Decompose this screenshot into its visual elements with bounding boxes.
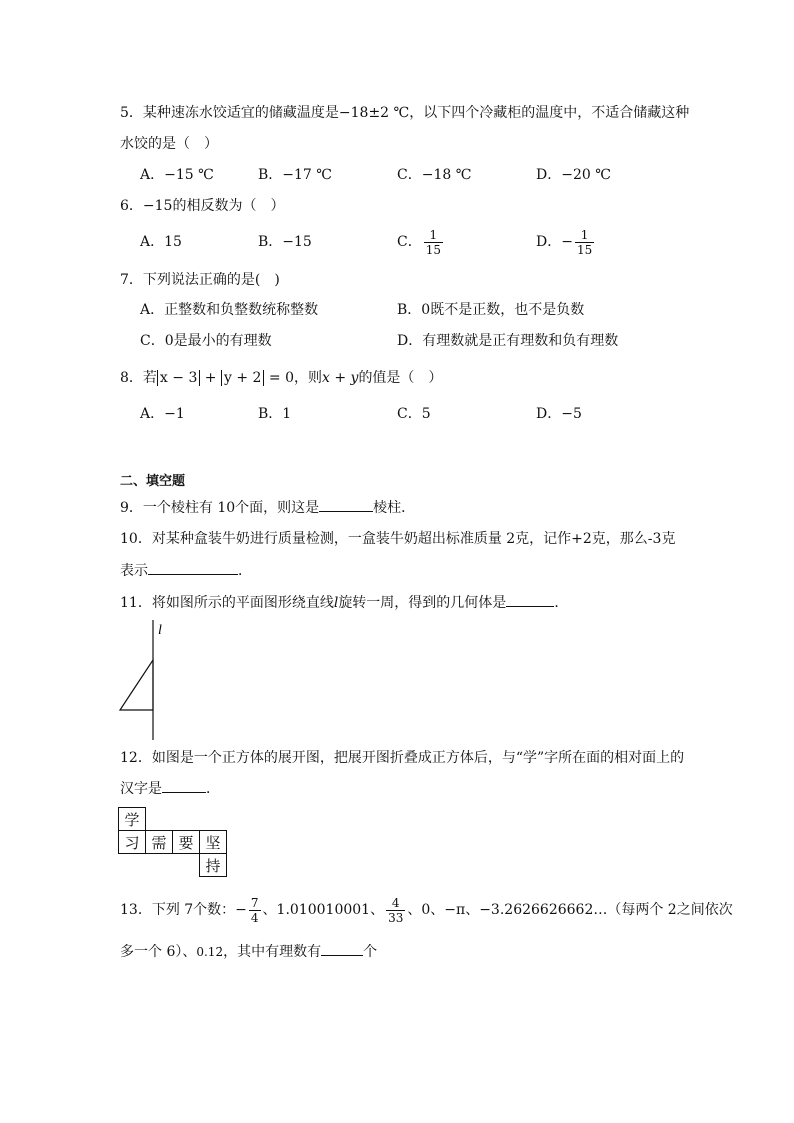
q8-prefix: 8．若 <box>120 370 157 386</box>
fraction-numerator: 1 <box>424 228 443 243</box>
q5-stem-line1: 5．某种速冻水饺适宜的储藏温度是−18±2 ℃，以下四个冷藏柜的温度中，不适合储藏这种 <box>120 105 690 121</box>
q9-answer-blank[interactable] <box>319 497 373 512</box>
q5-stem-line2: 水饺的是（ ） <box>120 136 218 152</box>
q10-answer-blank[interactable] <box>148 560 238 575</box>
q10-suffix: ． <box>238 563 252 579</box>
fraction-denominator: 33 <box>388 910 404 925</box>
q8-plus: + <box>200 370 221 386</box>
q9-stem <box>120 497 415 518</box>
q9-before: 9．一个棱柱有 10个面，则这是 <box>120 500 320 516</box>
q8-option-c: C．5 <box>397 406 431 422</box>
q5-option-a: A．−15 ℃ <box>140 167 214 183</box>
q6-option-d-fraction <box>575 228 594 257</box>
q7-option-d: D．有理数就是正有理数和负有理数 <box>397 333 619 349</box>
q12-suffix: ． <box>206 781 220 797</box>
q11-after: ． <box>554 595 569 611</box>
q11-middle: 旋转一周，得到的几何体是 <box>338 595 507 611</box>
q10-line2 <box>120 560 252 581</box>
q6-option-d-label: D．− <box>536 234 573 250</box>
fraction-denominator: 15 <box>576 242 593 257</box>
q13-prefix: 13．下列 7个数： <box>120 902 236 918</box>
q13-line2-suffix: 个 <box>363 944 378 960</box>
q6-option-a: A．15 <box>140 234 182 250</box>
q8-stem <box>120 368 442 388</box>
cube-net <box>118 807 227 877</box>
fraction-numerator: 1 <box>575 228 594 243</box>
q6-option-c <box>397 224 445 260</box>
net-face-top: 学 <box>119 808 146 831</box>
q10-prefix: 表示 <box>120 563 148 579</box>
q7-option-b: B．0既不是正数，也不是负数 <box>397 302 585 318</box>
q11-triangle-figure <box>115 618 175 742</box>
q5-option-b: B．−17 ℃ <box>258 167 332 183</box>
q5-option-d: D．−20 ℃ <box>536 167 611 183</box>
q11-answer-blank[interactable] <box>506 592 554 607</box>
q5-option-c: C．−18 ℃ <box>397 167 472 183</box>
q8-equals: = 0，则 <box>264 370 322 386</box>
q13-fraction-4-33 <box>386 896 405 925</box>
fraction-numerator: 7 <box>250 895 259 910</box>
q13-neg-sign: − <box>235 902 247 918</box>
q13-repeating-decimal: 0.12̇ <box>196 945 224 959</box>
q6-option-d <box>536 224 596 260</box>
q6-option-b: B．−15 <box>258 234 312 250</box>
q8-option-b: B．1 <box>258 406 292 422</box>
axis-label-l: l <box>158 623 162 638</box>
fraction-denominator: 4 <box>250 910 259 925</box>
net-face: 坚 <box>200 831 227 854</box>
q9-after: 棱柱． <box>373 500 416 516</box>
q13-part3: 、0、−π、−3.2626626662…（每两个 2之间依次 <box>407 902 733 918</box>
q13-part2: 、1.010010001、 <box>262 902 385 918</box>
fraction-numerator: 4 <box>386 896 405 911</box>
net-face: 要 <box>173 831 200 854</box>
q11-axis-variable: l <box>333 595 339 611</box>
q11-stem <box>120 592 568 613</box>
q7-option-c: C．0是最小的有理数 <box>140 333 272 349</box>
q8-abs-x: x − 3 <box>157 370 200 386</box>
q12-line2 <box>120 778 220 799</box>
q10-line1: 10．对某种盒装牛奶进行质量检测，一盒装牛奶超出标准质量 2克，记作+2克，那么-3克 <box>120 531 676 547</box>
q6-stem: 6．−15的相反数为（ ） <box>120 198 285 214</box>
net-face: 习 <box>119 831 146 854</box>
q13-line2 <box>120 941 377 962</box>
q6-option-c-label: C． <box>397 234 422 250</box>
q8-option-d: D．−5 <box>536 406 582 422</box>
q11-before: 11．将如图所示的平面图形绕直线 <box>120 595 334 611</box>
right-triangle <box>120 660 153 710</box>
q7-stem: 7．下列说法正确的是( ) <box>120 272 280 288</box>
q13-answer-blank[interactable] <box>321 941 363 956</box>
q8-suffix: 的值是（ ） <box>358 370 443 386</box>
net-face-bottom: 持 <box>200 854 227 877</box>
q12-answer-blank[interactable] <box>162 778 206 793</box>
q12-line1: 12．如图是一个正方体的展开图，把展开图折叠成正方体后，与“学”字所在面的相对面上的 <box>120 750 685 766</box>
q12-prefix: 汉字是 <box>120 781 162 797</box>
net-face: 需 <box>146 831 173 854</box>
q6-option-c-fraction <box>424 228 443 257</box>
q8-abs-y: y + 2 <box>221 370 264 386</box>
q8-expression: x + y <box>322 370 359 386</box>
q13-line2-prefix: 多一个 6）、 <box>120 944 197 960</box>
fraction-denominator: 15 <box>425 242 441 257</box>
q8-option-a: A．−1 <box>140 406 185 422</box>
q13-fraction-7-4 <box>249 896 261 925</box>
section-title: 二、填空题 <box>120 474 186 489</box>
q7-option-a: A．正整数和负整数统称整数 <box>140 302 319 318</box>
q13-line2-mid: ，其中有理数有 <box>223 944 322 960</box>
q13-line1 <box>120 892 733 928</box>
